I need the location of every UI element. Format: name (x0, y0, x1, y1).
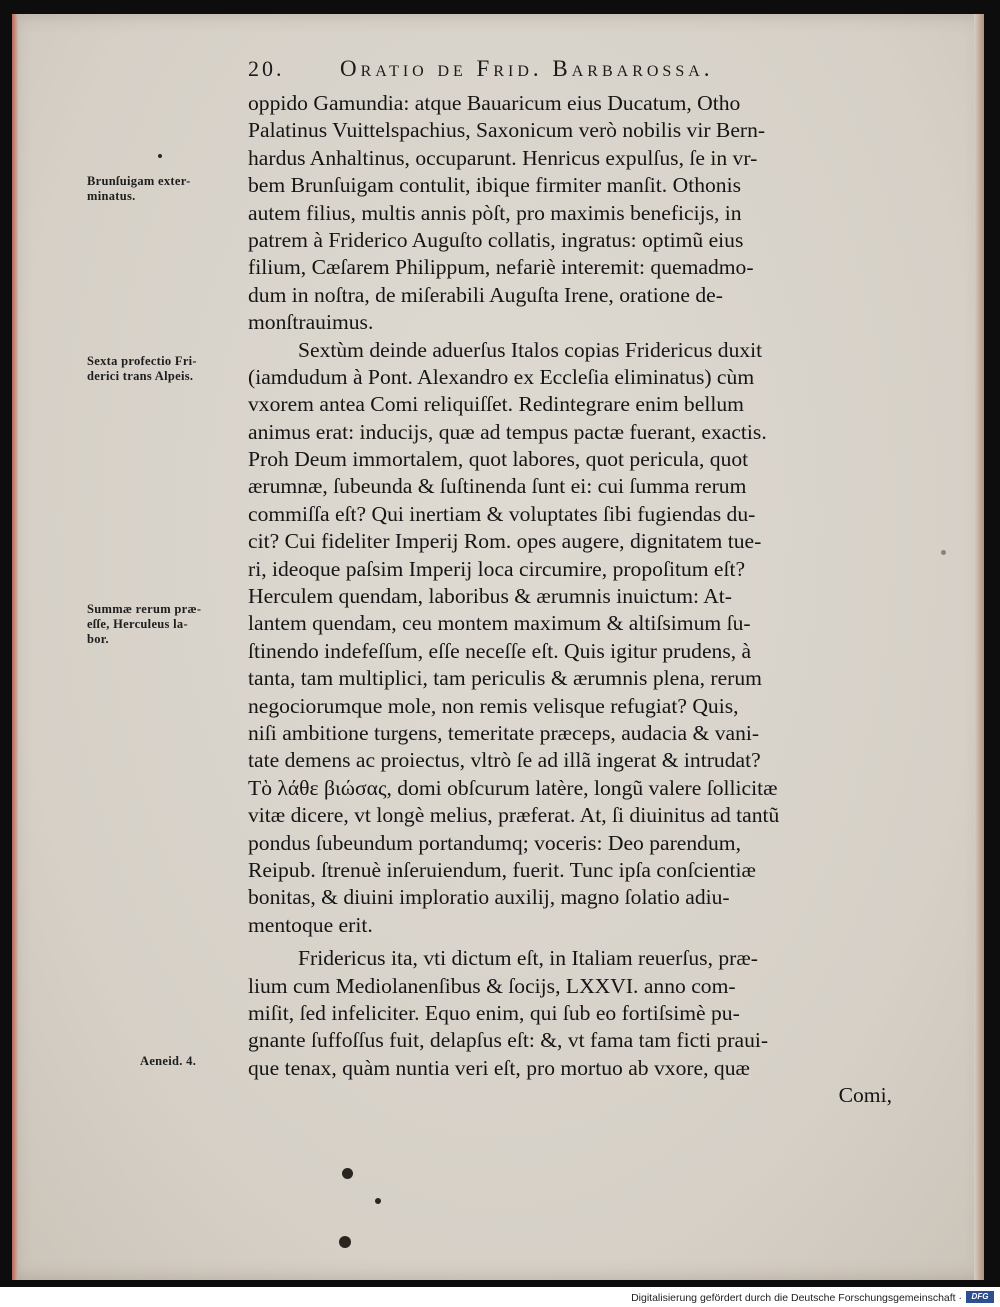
catchword: Comi, (838, 1083, 892, 1108)
page-header (248, 56, 828, 88)
margin-note-line: eſſe, Herculeus la- (87, 617, 188, 631)
margin-note-line: minatus. (87, 189, 136, 203)
running-head: Oratio de Frid. Barbarossa. (340, 56, 714, 81)
margin-note-line: Aeneid. 4. (140, 1054, 197, 1068)
margin-note-aeneid (140, 1054, 196, 1069)
text-line: filium, Cæſarem Philippum, nefariè interemit: quemadmo- (248, 255, 754, 280)
text-line: miſit, ſed infeliciter. Equo enim, qui ſub eo fortiſsimè pu- (248, 1000, 740, 1025)
text-line: patrem à Friderico Auguſto collatis, ingratus: optimũ eius (248, 227, 744, 252)
margin-note-line: Sexta profectio Fri- (87, 354, 197, 368)
text-line: oppido Gamundia: atque Bauaricum eius Ducatum, Otho (248, 91, 741, 115)
text-line: negociorumque mole, non remis velisque refugiat? Quis, (248, 693, 739, 718)
text-line: Herculem quendam, laboribus & ærumnis inuictum: At- (248, 584, 732, 609)
paragraph-start-line: Fridericus ita, vti dictum eſt, in Italiam reuerſus, præ- (298, 946, 758, 971)
body-text (248, 90, 898, 1109)
margin-note-line: derici trans Alpeis. (87, 369, 194, 383)
margin-note-summae-rerum (87, 602, 201, 647)
text-line: monſtrauimus. (248, 310, 374, 335)
page-edge-right (974, 14, 984, 1280)
text-line: cit? Cui fideliter Imperij Rom. opes augere, dignitatem tue- (248, 529, 762, 554)
text-line: Proh Deum immortalem, quot labores, quot pericula, quot (248, 447, 749, 472)
book-page (12, 14, 984, 1280)
text-line: que tenax, quàm nuntia veri eſt, pro mortuo ab vxore, quæ (248, 1055, 750, 1080)
text-line: autem filius, multis annis pòſt, pro maximis beneficijs, in (248, 200, 742, 225)
text-line: animus erat: inducijs, quæ ad tempus pactæ fuerant, exactis. (248, 419, 767, 444)
paper-speck (375, 1198, 381, 1204)
text-line: tanta, tam multiplici, tam periculis & ærumnis plena, rerum (248, 666, 762, 691)
paper-speck (339, 1236, 351, 1248)
page-edge-left (12, 14, 18, 1280)
text-line: tate demens ac proiectus, vltrò ſe ad illã ingerat & intrudat? (248, 748, 761, 773)
text-line: bem Brunſuigam contulit, ibique firmiter manſit. Othonis (248, 173, 741, 198)
dfg-logo: DFG (966, 1291, 994, 1303)
funding-credit: Digitalisierung gefördert durch die Deutsche Forschungsgemeinschaft · (631, 1292, 962, 1304)
text-line: niſi ambitione turgens, temeritate præceps, audacia & vani- (248, 720, 760, 745)
text-line: dum in noſtra, de miſerabili Auguſta Irene, oratione de- (248, 282, 723, 307)
text-line: commiſſa eſt? Qui inertiam & voluptates ſibi fugiendas du- (248, 501, 756, 526)
text-line: Reipub. ſtrenuè inſeruiendum, fuerit. Tunc ipſa conſcientiæ (248, 857, 756, 882)
margin-note-line: bor. (87, 632, 109, 646)
text-line: lium cum Mediolanenſibus & ſocijs, LXXVI. anno com- (248, 973, 736, 998)
text-line: gnante ſuffoſſus fuit, delapſus eſt: &, vt fama tam ficti praui- (248, 1028, 769, 1053)
text-line: ri, ideoque paſsim Imperij loca circumire, propoſitum eſt? (248, 556, 746, 581)
text-line: bonitas, & diuini imploratio auxilij, magno ſolatio adiu- (248, 885, 730, 910)
page-number: 20. (248, 56, 285, 81)
text-line: Palatinus Vuittelspachius, Saxonicum verò nobilis vir Bern- (248, 118, 766, 143)
text-line: hardus Anhaltinus, occuparunt. Henricus expulſus, ſe in vr- (248, 145, 758, 170)
margin-note-line: Brunſuigam exter- (87, 174, 191, 188)
digitization-footer (0, 1287, 1000, 1307)
text-line: vxorem antea Comi reliquiſſet. Redintegrare enim bellum (248, 392, 744, 417)
text-line: (iamdudum à Pont. Alexandro ex Eccleſia eliminatus) cùm (248, 364, 755, 389)
margin-note-sexta-profectio (87, 354, 197, 384)
text-line: ærumnæ, ſubeunda & ſuſtinenda ſunt ei: cui ſumma rerum (248, 474, 747, 499)
margin-note-brunsuigam (87, 174, 191, 204)
margin-note-line: Summæ rerum præ- (87, 602, 202, 616)
text-line: Τὸ λάθε βιώσας, domi obſcurum latère, longũ valere ſollicitæ (248, 775, 778, 800)
text-line: pondus ſubeundum portandumq; voceris: Deo parendum, (248, 830, 741, 855)
paper-speck (158, 154, 162, 158)
text-line: lantem quendam, ceu montem maximum & altiſsimum ſu- (248, 611, 751, 636)
text-line: ſtinendo indefeſſum, eſſe neceſſe eſt. Quis igitur prudens, à (248, 638, 752, 663)
paper-speck (941, 550, 946, 555)
text-line: vitæ dicere, vt longè melius, præferat. At, ſi diuinitus ad tantũ (248, 803, 780, 828)
paragraph-start-line: Sextùm deinde aduerſus Italos copias Fridericus duxit (298, 337, 763, 362)
text-line: mentoque erit. (248, 912, 373, 937)
paper-speck (342, 1168, 353, 1179)
